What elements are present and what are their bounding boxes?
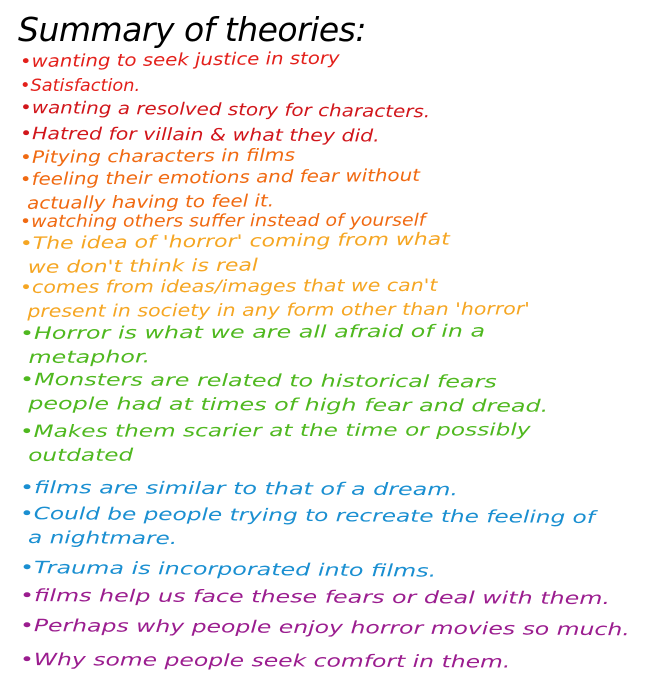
note-line: •Satisfaction.	[20, 76, 141, 96]
note-item	[20, 96, 430, 124]
note-line: •Trauma is incorporated into films.	[19, 558, 437, 582]
note-item	[20, 273, 530, 324]
note-line: •Horror is what we are all afraid of in a	[19, 321, 486, 345]
note-item	[20, 74, 140, 98]
note-line: •Perhaps why people enjoy horror movies so much.	[19, 616, 630, 641]
note-item	[20, 648, 510, 675]
note-line: outdated	[28, 445, 134, 466]
note-line: •Monsters are related to historical fears	[20, 370, 497, 393]
note-item	[20, 502, 595, 554]
note-line: •wanting a resolved story for characters.	[19, 98, 431, 123]
note-item	[20, 368, 549, 419]
note-item	[20, 227, 450, 279]
page-title: Summary of theories:	[18, 10, 366, 49]
note-line: actually having to feel it.	[27, 191, 275, 214]
note-line: metaphor.	[28, 347, 151, 368]
note-line: •wanting to seek justice in story	[19, 48, 340, 72]
note-item	[20, 614, 630, 642]
note-line: •comes from ideas/images that we can't	[19, 275, 438, 299]
note-item	[20, 418, 531, 468]
note-line: •Pitying characters in films	[19, 145, 296, 168]
note-line: a nightmare.	[28, 528, 178, 550]
note-item	[20, 584, 610, 611]
note-item	[20, 476, 458, 502]
note-line: we don't think is real	[27, 255, 259, 278]
note-item	[20, 320, 485, 370]
note-line: •Hatred for villain & what they did.	[19, 124, 380, 147]
note-line: •The idea of 'horror' coming from what	[19, 229, 450, 255]
note-line: •Makes them scarier at the time or possibly	[19, 420, 531, 442]
note-line: •feeling their emotions and fear without	[19, 165, 421, 191]
note-line: present in society in any form other than 'horror'	[27, 299, 530, 322]
note-item	[20, 556, 436, 584]
note-line: •films are similar to that of a dream.	[19, 478, 459, 501]
note-line: •Why some people seek comfort in them.	[19, 650, 511, 673]
note-line: •watching others suffer instead of yourself	[19, 210, 426, 232]
note-item	[20, 47, 340, 74]
note-line: •Could be people trying to recreate the feeling of	[20, 504, 595, 529]
note-line: •films help us face these fears or deal with them.	[19, 586, 611, 610]
note-line: people had at times of high fear and dread.	[28, 394, 549, 417]
